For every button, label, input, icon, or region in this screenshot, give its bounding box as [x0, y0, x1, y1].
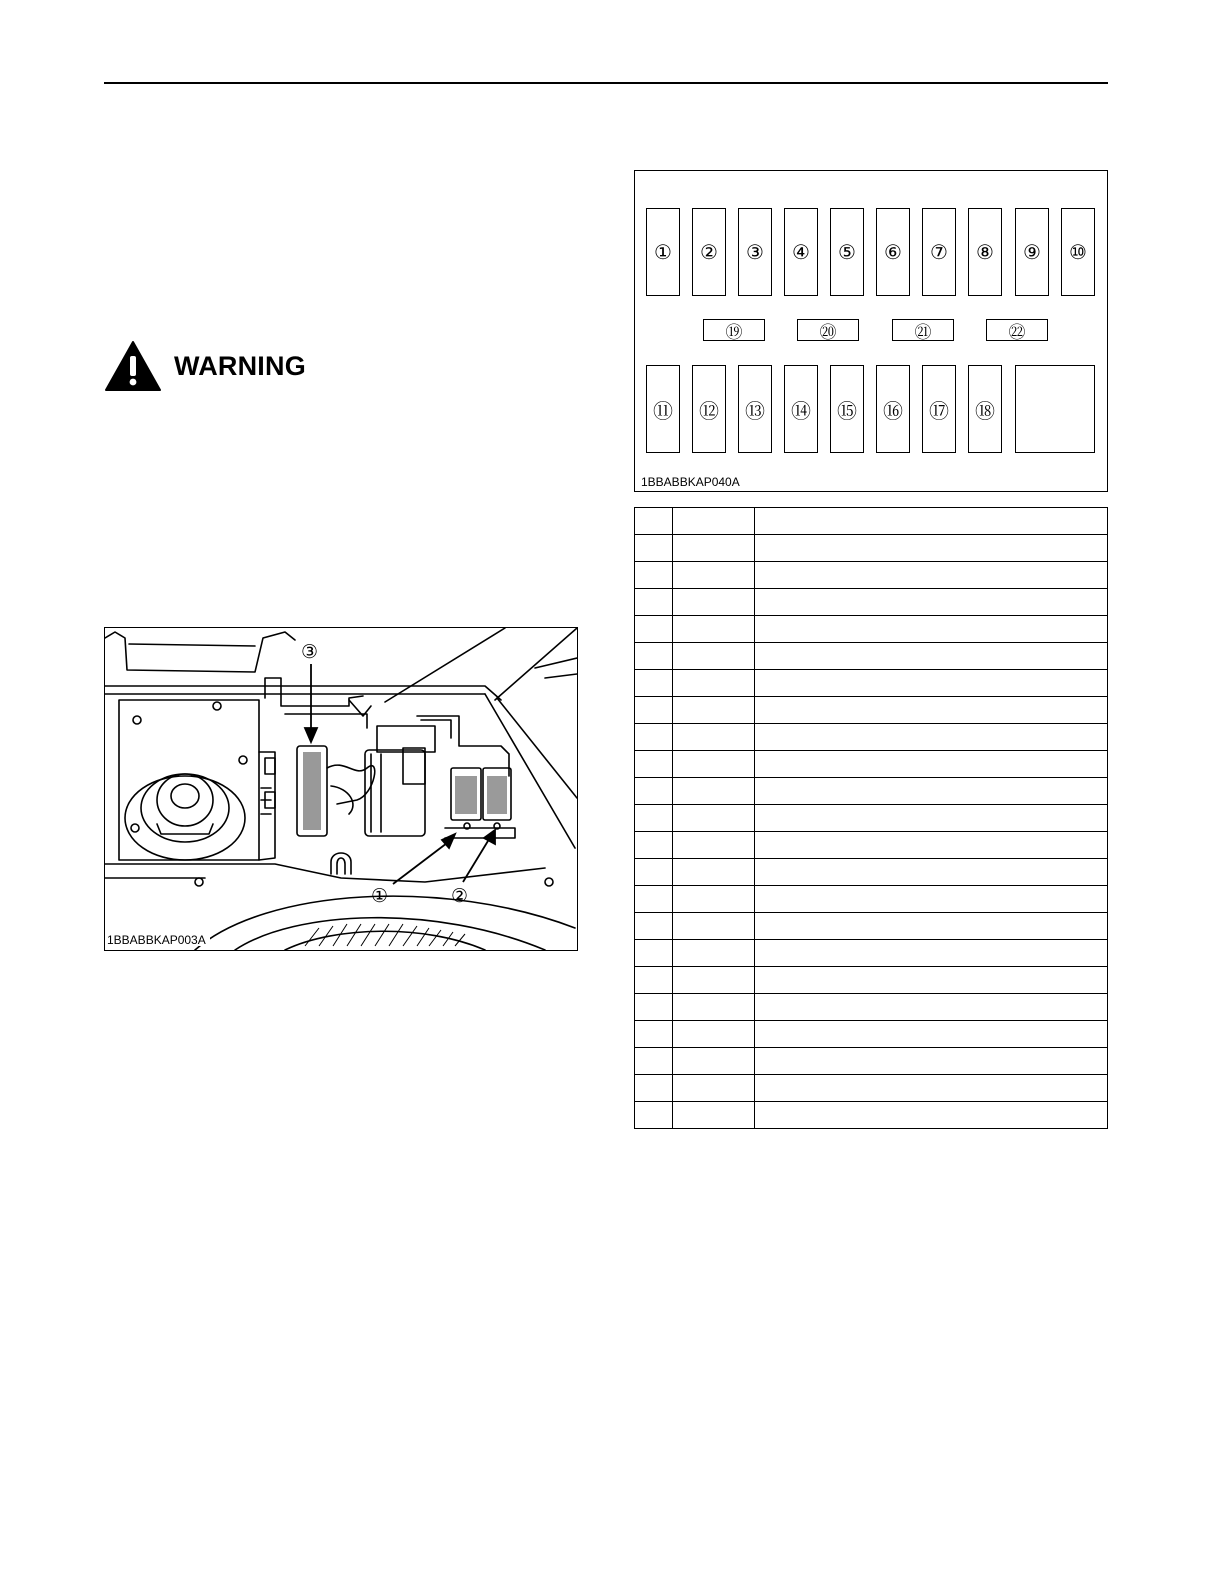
fuse-slot-10: ⑩ — [1061, 208, 1095, 296]
fuse-slot-8: ⑧ — [968, 208, 1002, 296]
no-cell — [635, 697, 673, 724]
table-row — [635, 589, 1108, 616]
warning-label: WARNING — [174, 350, 306, 381]
table-row — [635, 832, 1108, 859]
fuse-slot-4: ④ — [784, 208, 818, 296]
circuit-cell — [755, 778, 1108, 805]
capacity-cell — [673, 616, 755, 643]
fuse-slot-2: ② — [692, 208, 726, 296]
capacity-cell — [673, 697, 755, 724]
no-cell — [635, 994, 673, 1021]
no-cell — [635, 940, 673, 967]
fuse-slot-6: ⑥ — [876, 208, 910, 296]
no-cell — [635, 778, 673, 805]
relay-location-figure — [104, 627, 578, 951]
circuit-cell — [755, 724, 1108, 751]
no-cell — [635, 913, 673, 940]
capacity-cell — [673, 508, 755, 535]
header-rule — [104, 82, 1108, 84]
fuse-slot-19: ⑲ — [703, 319, 765, 341]
circuit-cell — [755, 751, 1108, 778]
table-row — [635, 508, 1108, 535]
fuse-box-diagram — [634, 170, 1108, 492]
table-row — [635, 751, 1108, 778]
no-cell — [635, 508, 673, 535]
fuse-slot-17: ⑰ — [922, 365, 956, 453]
table-row — [635, 697, 1108, 724]
table-row — [635, 778, 1108, 805]
capacity-cell — [673, 913, 755, 940]
fuse-slot-7: ⑦ — [922, 208, 956, 296]
table-row — [635, 886, 1108, 913]
fuse-slot-3: ③ — [738, 208, 772, 296]
circuit-cell — [755, 508, 1108, 535]
circuit-cell — [755, 967, 1108, 994]
fuse-slot-20: ⑳ — [797, 319, 859, 341]
capacity-cell — [673, 724, 755, 751]
capacity-cell — [673, 967, 755, 994]
fuse-slot-14: ⑭ — [784, 365, 818, 453]
fuse-diagram-caption: 1BBABBKAP040A — [641, 475, 740, 489]
warning-triangle-icon — [104, 340, 162, 392]
fuse-slot-11: ⑪ — [646, 365, 680, 453]
capacity-cell — [673, 859, 755, 886]
capacity-cell — [673, 886, 755, 913]
circuit-cell — [755, 913, 1108, 940]
no-cell — [635, 535, 673, 562]
circuit-cell — [755, 886, 1108, 913]
capacity-cell — [673, 1048, 755, 1075]
circuit-cell — [755, 1075, 1108, 1102]
no-cell — [635, 724, 673, 751]
no-cell — [635, 1075, 673, 1102]
capacity-cell — [673, 643, 755, 670]
circuit-cell — [755, 616, 1108, 643]
circuit-cell — [755, 940, 1108, 967]
no-cell — [635, 751, 673, 778]
fuse-slot-5: ⑤ — [830, 208, 864, 296]
capacity-cell — [673, 778, 755, 805]
table-row — [635, 670, 1108, 697]
fuse-table-body — [635, 508, 1108, 1129]
capacity-cell — [673, 562, 755, 589]
circuit-cell — [755, 832, 1108, 859]
circuit-cell — [755, 562, 1108, 589]
table-row — [635, 994, 1108, 1021]
circuit-cell — [755, 805, 1108, 832]
fuse-slot-16: ⑯ — [876, 365, 910, 453]
callout-3: ③ — [301, 641, 319, 663]
fuse-slot-blank — [1015, 365, 1095, 453]
fuse-slot-21: ㉑ — [892, 319, 954, 341]
circuit-cell — [755, 1102, 1108, 1129]
fuse-slot-1: ① — [646, 208, 680, 296]
fuse-slot-15: ⑮ — [830, 365, 864, 453]
relay-location-drawing — [105, 628, 577, 950]
callout-1: ① — [371, 885, 389, 907]
table-row — [635, 1102, 1108, 1129]
circuit-cell — [755, 643, 1108, 670]
fuse-slot-22: ㉒ — [986, 319, 1048, 341]
no-cell — [635, 832, 673, 859]
table-row — [635, 535, 1108, 562]
capacity-cell — [673, 1021, 755, 1048]
no-cell — [635, 670, 673, 697]
fuse-slot-18: ⑱ — [968, 365, 1002, 453]
capacity-cell — [673, 994, 755, 1021]
circuit-cell — [755, 535, 1108, 562]
circuit-cell — [755, 589, 1108, 616]
no-cell — [635, 589, 673, 616]
capacity-cell — [673, 589, 755, 616]
no-cell — [635, 805, 673, 832]
no-cell — [635, 1048, 673, 1075]
circuit-cell — [755, 670, 1108, 697]
table-row — [635, 724, 1108, 751]
circuit-cell — [755, 1021, 1108, 1048]
table-row — [635, 967, 1108, 994]
circuit-cell — [755, 859, 1108, 886]
capacity-cell — [673, 805, 755, 832]
table-row — [635, 616, 1108, 643]
warning-block — [104, 338, 306, 394]
circuit-cell — [755, 994, 1108, 1021]
no-cell — [635, 643, 673, 670]
table-row — [635, 859, 1108, 886]
fuse-slot-13: ⑬ — [738, 365, 772, 453]
no-cell — [635, 1102, 673, 1129]
capacity-cell — [673, 670, 755, 697]
capacity-cell — [673, 751, 755, 778]
fuse-slot-9: ⑨ — [1015, 208, 1049, 296]
table-row — [635, 643, 1108, 670]
table-row — [635, 1075, 1108, 1102]
no-cell — [635, 562, 673, 589]
table-row — [635, 913, 1108, 940]
capacity-cell — [673, 1102, 755, 1129]
capacity-cell — [673, 940, 755, 967]
no-cell — [635, 1021, 673, 1048]
relay-figure-caption: 1BBABBKAP003A — [107, 934, 210, 946]
table-row — [635, 562, 1108, 589]
table-row — [635, 1048, 1108, 1075]
capacity-cell — [673, 1075, 755, 1102]
fuse-table — [634, 507, 1108, 1129]
circuit-cell — [755, 697, 1108, 724]
table-row — [635, 940, 1108, 967]
no-cell — [635, 616, 673, 643]
capacity-cell — [673, 832, 755, 859]
fuse-slot-12: ⑫ — [692, 365, 726, 453]
no-cell — [635, 886, 673, 913]
no-cell — [635, 967, 673, 994]
callout-2: ② — [451, 885, 469, 907]
no-cell — [635, 859, 673, 886]
capacity-cell — [673, 535, 755, 562]
table-row — [635, 1021, 1108, 1048]
table-row — [635, 805, 1108, 832]
circuit-cell — [755, 1048, 1108, 1075]
